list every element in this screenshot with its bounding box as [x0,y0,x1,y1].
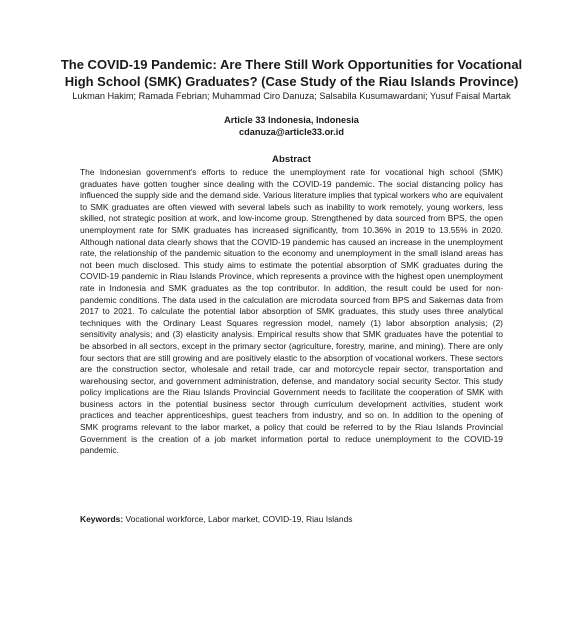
affiliation: Article 33 Indonesia, Indonesia [224,115,359,125]
keywords-line [80,514,503,526]
keywords-text: Vocational workforce, Labor market, COVID-19, Riau Islands [125,514,353,524]
abstract-text: The Indonesian government's efforts to reduce the unemployment rate for vocational high school (SMK) graduates have gotten tougher since dealing with the COVID-19 pandemic. The social distancing policy has influenced the supply side and the demand side. Various literature implies that typical workers who are equivalent to SMK graduates are often viewed with several labels such as inability to work remotely, young workers, less skilled, not strategic position at work, and low-income group. Strengthened by data sourced from BPS, the open unemployment rate for SMK graduates has increased significantly, from 10.36% in 2019 to 13.55% in 2020. Although national data clearly shows that the COVID-19 pandemic has caused an increase in the unemployment rate, the relationship of the pandemic situation to the economy and unemployment in the small island areas has not been much disclosed. This study aims to estimate the potential absorption of SMK graduates during the COVID-19 pandemic in Riau Islands Province, which represents a province with the highest open unemployment rate in Indonesia and SMK graduates as the top contributor. In addition, the result could be used for non-pandemic conditions. The data used in the calculation are microdata sourced from BPS and Sakernas data from 2017 to 2021. To calculate the potential labor absorption of SMK graduates, this study uses three analytical techniques with the Ordinary Least Squares regression model, namely (1) labor absorption analysis; (2) sensitivity analysis; and (3) elasticity analysis. Empirical results show that SMK graduates have the potential to be absorbed in all sectors, except in the primary sector (agriculture, forestry, marine, and mining). There are only four sectors that are still growing and are positively elastic to the absorption of vocational workers. These sectors are the construction sector, wholesale and retail trade, car and motorcycle repair sector, transportation and warehousing sector, and government administration, defense, and mandatory social security Sector. This study policy implications are the Riau Islands Provincial Government needs to facilitate the cooperation of SMK with business actors in the potential business sector through curriculum development activities, student work practices and teacher apprenticeships, guest teachers from industry, and so on. In addition to the opening of SMK programs relevant to the labor market, a policy that could be referred to by the Riau Islands Provincial Government is the creation of a job market information portal to reduce unemployment to the COVID-19 pandemic. [80,167,503,456]
abstract-heading: Abstract [272,154,311,165]
contact-email: cdanuza@article33.or.id [239,127,344,137]
author-list: Lukman Hakim; Ramada Febrian; Muhammad Ciro Danuza; Salsabila Kusumawardani; Yusuf Faisal Martak [72,91,511,101]
paper-title: The COVID-19 Pandemic: Are There Still Work Opportunities for Vocational High School (SMK) Graduates? (Case Study of the Riau Islands Province) [60,57,523,89]
keywords-label: Keywords: [80,514,124,524]
